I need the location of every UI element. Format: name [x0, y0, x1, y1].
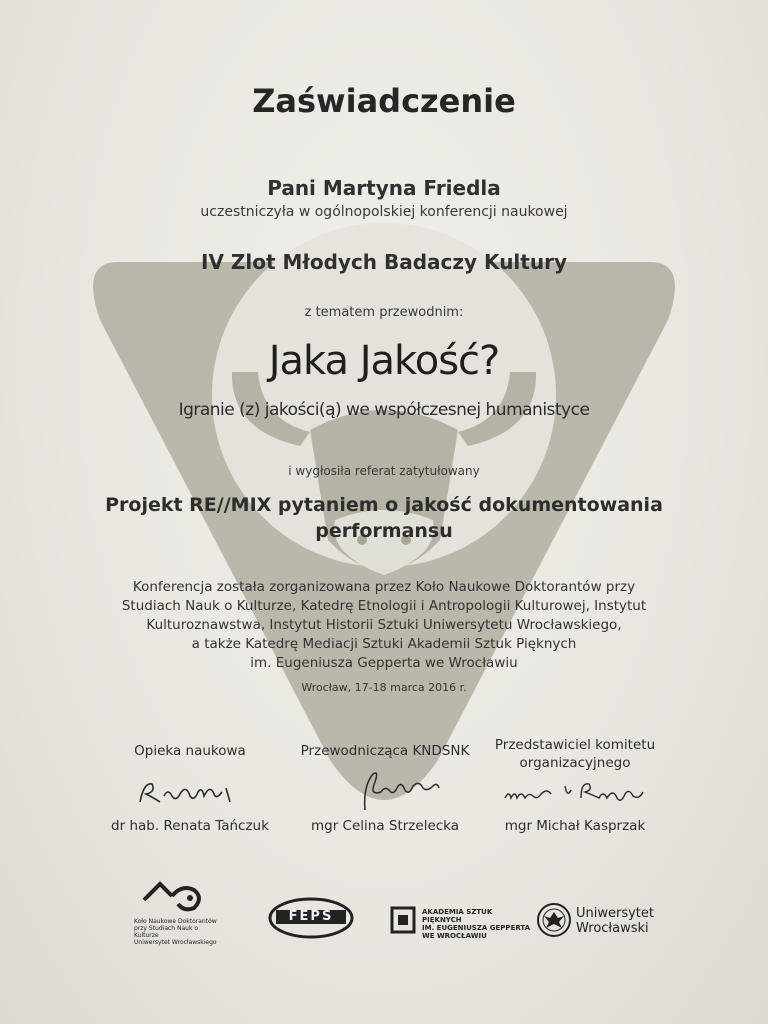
asp-logo: [390, 906, 530, 938]
knd-logo-text: [134, 918, 224, 946]
signature-role: organizacyjnego: [519, 755, 631, 771]
uwr-logo-text: [576, 906, 656, 936]
conference-name: IV Zlot Młodych Badaczy Kultury: [201, 250, 567, 274]
logo-text-line: przy Studiach Nauk o Kulturze: [134, 925, 199, 939]
organizers-line: Studiach Nauk o Kulturze, Katedrę Etnologii i Antropologii Kulturowej, Instytut: [121, 598, 647, 614]
signature-name: mgr Celina Strzelecka: [310, 818, 460, 834]
organizers-line: a także Katedrę Mediacji Sztuki Akademii Sztuk Pięknych: [191, 636, 577, 652]
organizers-line: Kulturoznawstwa, Instytut Historii Sztuki Uniwersytetu Wrocławskiego,: [146, 617, 622, 633]
organizers-line: Konferencja została zorganizowana przez Koło Naukowe Doktorantów przy: [132, 579, 636, 595]
signature-role: Przedstawiciel komitetu: [494, 737, 656, 753]
logo-text-line: AKADEMIA SZTUK PIĘKNYCH: [422, 908, 493, 924]
uwr-logo: [536, 902, 656, 942]
feps-logo: [268, 896, 354, 940]
organizers-text: [0, 578, 768, 673]
paper-title-line: Projekt RE//MIX pytaniem o jakość dokumentowania: [105, 494, 663, 516]
theme-title: Jaka Jakość?: [268, 338, 500, 384]
certificate-title: Zaświadczenie: [252, 82, 516, 120]
feps-logo-text: FEPS: [288, 909, 334, 924]
logo-text-line: WE WROCŁAWIU: [422, 932, 487, 940]
handwritten-signature: [485, 776, 665, 806]
knd-logo-icon: [138, 880, 208, 914]
logo-text-line: IM. EUGENIUSZA GEPPERTA: [422, 924, 531, 932]
handwritten-signature: [315, 766, 455, 814]
recipient-name: Pani Martyna Friedla: [267, 176, 501, 200]
logo-text-line: Wrocławski: [576, 921, 649, 936]
signature-name: mgr Michał Kasprzak: [504, 818, 646, 834]
logo-text-line: Koło Naukowe Doktorantów: [134, 918, 217, 925]
signature-block-advisor: [110, 742, 270, 832]
signature-block-committee: [480, 736, 670, 832]
asp-logo-icon: [390, 906, 416, 934]
organizers-line: im. Eugeniusza Gepperta we Wrocławiu: [250, 655, 518, 671]
event-date: Wrocław, 17-18 marca 2016 r.: [301, 681, 467, 694]
paper-title-line: performansu: [315, 520, 453, 542]
logo-text-line: Uniwersytet: [576, 906, 654, 921]
logo-text-line: Uniwersytet Wrocławskiego: [134, 939, 217, 946]
signature-name: dr hab. Renata Tańczuk: [111, 818, 269, 834]
theme-subtitle: Igranie (z) jakości(ą) we współczesnej humanistyce: [178, 400, 590, 420]
signature-role: Przewodnicząca KNDSNK: [300, 743, 470, 759]
signature-block-chair: [285, 742, 485, 832]
signature-role: Opieka naukowa: [134, 743, 246, 759]
asp-logo-text: [422, 908, 532, 940]
handwritten-signature: [130, 774, 250, 810]
theme-intro: z tematem przewodnim:: [304, 305, 464, 320]
paper-title: [0, 492, 768, 544]
knd-logo: [120, 880, 230, 950]
eagle-emblem-icon: [536, 902, 572, 938]
paper-intro: i wygłosiła referat zatytułowany: [288, 464, 480, 478]
participation-text: uczestniczyła w ogólnopolskiej konferencji naukowej: [200, 204, 568, 220]
